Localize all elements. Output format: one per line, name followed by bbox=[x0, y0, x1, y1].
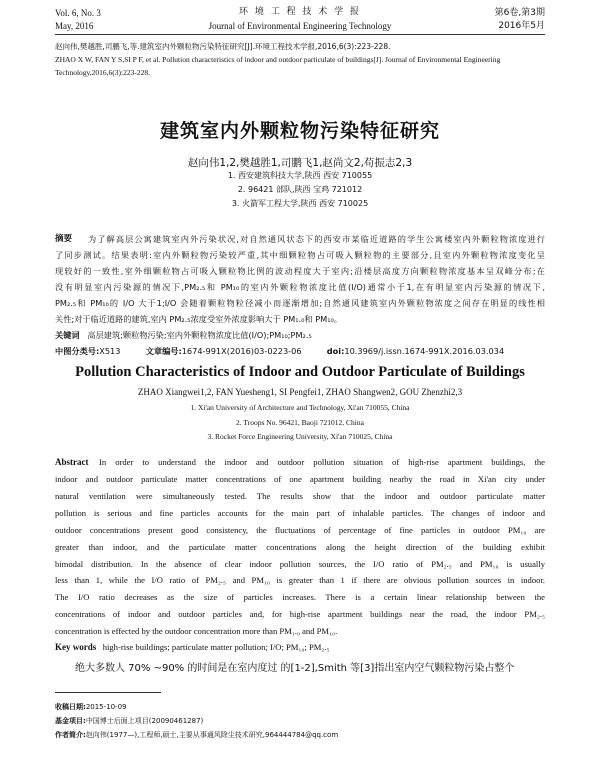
abstract-en-line: In order to understand the indoor and outdoor pollution situation of high-rise apartment buildings, the bbox=[99, 457, 545, 467]
abstract-en-label: Abstract bbox=[55, 457, 89, 467]
journal-title-en: Journal of Environmental Engineering Technology bbox=[208, 21, 392, 31]
abstract-cn-line: 没有明显室内污染源的情况下,PM₂.₅和 PM₁₀的室内外颗粒物浓度比值(I/O)通常小于1,在有明显室内污染源的情况下, bbox=[55, 282, 545, 292]
document-number-label: 文章编号: bbox=[145, 346, 182, 356]
abstract-en-line: bimodal distribution. In the absence of clear indoor pollution sources, the I/O ratio of PM₂.₅ and PM₁₀ is usually bbox=[55, 559, 545, 569]
header-rule bbox=[55, 34, 545, 35]
issue-date-en: May, 2016 bbox=[55, 21, 94, 31]
abstract-en-line: concentration is effected by the outdoor concentration more than PM₁.₀ and PM₁₀. bbox=[55, 626, 338, 636]
abstract-cn-line: PM₂.₅和 PM₁₀的 I/O 大于1;I/O 会随着颗粒物粒径减小而逐渐增加;自然通风建筑室内外颗粒物浓度之间存在明显的线性相 bbox=[55, 298, 545, 308]
footnote-funding bbox=[55, 716, 545, 726]
clc-number: X513 bbox=[99, 346, 121, 356]
keywords-cn-text: 高层建筑;颗粒物污染;室内外颗粒物浓度比值(I/O);PM₁₀;PM₂.₅ bbox=[87, 330, 312, 340]
classification-line bbox=[55, 344, 545, 358]
authors-en: ZHAO Xiangwei1,2, FAN Yuesheng1, SI Pengfei1, ZHAO Shangwen2, GOU Zhenzhi2,3 bbox=[137, 387, 463, 397]
affiliation-cn-2: 2. 96421 部队,陕西 宝鸡 721012 bbox=[237, 185, 363, 194]
citation-cn: 赵向伟,樊越胜,司鹏飞,等.建筑室内外颗粒物污染特征研究[J].环境工程技术学报,2016,6(3):223-228. bbox=[55, 42, 391, 51]
body-text-line: 绝大多数人 70% ~90% 的时间是在室内度过 的[1-2],Smith 等[3]指出室内空气颗粒物污染占整个 bbox=[75, 663, 515, 674]
citation-en-line2: Technology,2016,6(3):223-228. bbox=[55, 68, 151, 77]
abstract-en-line: greater than indoor, and the particulate matter concentrations along the height direction of the building exhibit bbox=[55, 542, 545, 552]
abstract-en-line: less than 1, while the I/O ratio of PM₂.₅ and PM₁₀ is greater than 1 if there are obvious pollution sources in indoor. bbox=[55, 575, 545, 585]
keywords-en-text: high-rise buildings; particulate matter pollution; I/O; PM₁₀; PM₂.₅ bbox=[102, 642, 330, 652]
footnote-label: 收稿日期: bbox=[55, 703, 86, 711]
footnote-author-bio bbox=[55, 730, 545, 740]
footnote-label: 作者简介: bbox=[55, 731, 86, 739]
abstract-cn-line: 为了解高层公寓建筑室内外污染状况,对自然通风状态下的西安市某临近道路的学生公寓楼室内外颗粒物浓度进行 bbox=[88, 234, 545, 244]
abstract-en-line: The I/O ratio decreases as the size of particles increases. There is a certain linear relationship between the bbox=[55, 592, 545, 602]
abstract-en-line: natural ventilation were simultaneously tested. The results show that the indoor and outdoor particulate matter bbox=[55, 491, 545, 501]
keywords-en-label: Key words bbox=[55, 642, 97, 652]
abstract-cn-line: 现较好的一致性,室外细颗粒物占可吸入颗粒物比例的波动程度大于室内;沿楼层高度方向颗粒物浓度基本呈双峰分布;在 bbox=[55, 266, 545, 276]
journal-title-cn: 环 境 工 程 技 术 学 报 bbox=[238, 7, 362, 17]
affiliation-cn-3: 3. 火箭军工程大学,陕西 西安 710025 bbox=[231, 199, 369, 208]
keywords-cn bbox=[55, 328, 545, 342]
title-cn: 建筑室内外颗粒物污染特征研究 bbox=[159, 120, 440, 142]
abstract-cn-line: 关性;对于临近道路的建筑,室内 PM₂.₅浓度受室外浓度影响大于 PM₁.₀和 PM₁₀。 bbox=[55, 314, 342, 324]
volume-number-cn: 第6卷,第3期 bbox=[494, 8, 545, 18]
footnote-label: 基金项目: bbox=[55, 717, 86, 725]
doi-label: doi: bbox=[326, 346, 345, 356]
citation-en-line1: ZHAO X W, FAN Y S,SI P F, et al. Pollution characteristics of indoor and outdoor particulate of buildings[J]. Journal of Environmental Engineering bbox=[55, 55, 501, 64]
keywords-en bbox=[55, 640, 545, 654]
issue-date-cn: 2016年5月 bbox=[498, 21, 545, 31]
keywords-cn-label: 关键词 bbox=[55, 330, 80, 340]
abstract-en-line: pollution is serious and fine particles accounts for the main part of inhalable particles. The changes of indoor and bbox=[55, 508, 545, 518]
affiliation-en-3: 3. Rocket Force Engineering University, Xi'an 710025, China bbox=[207, 432, 393, 441]
footnote-text: 赵向伟(1977—),工程师,硕士,主要从事通风除尘技术研究,964444784@qq.com bbox=[85, 731, 339, 739]
volume-number: Vol. 6, No. 3 bbox=[55, 8, 101, 18]
abstract-en-line: concentrations of indoor and outdoor particles and, for high-rise apartment buildings near the road, the indoor PM₂.₅ bbox=[55, 609, 545, 619]
footnote-text: 2015-10-09 bbox=[85, 703, 127, 711]
title-en: Pollution Characteristics of Indoor and Outdoor Particulate of Buildings bbox=[75, 364, 525, 380]
abstract-cn-line: 了同步测试。结果表明:室内外颗粒物污染较严重,其中细颗粒物占可吸入颗粒物的主要部分,且室内外颗粒物浓度变化呈 bbox=[55, 250, 545, 260]
abstract-cn-label: 摘要 bbox=[55, 234, 73, 244]
affiliation-cn-1: 1. 西安建筑科技大学,陕西 西安 710055 bbox=[227, 171, 373, 180]
abstract-en-line: outdoor concentrations present good consistency, the fluctuations of percentage of fine particles in outdoor PM₁₀ are bbox=[55, 525, 545, 535]
document-number: 1674-991X(2016)03-0223-06 bbox=[181, 346, 302, 356]
authors-cn: 赵向伟1,2,樊越胜1,司鹏飞1,赵尚文2,苟振志2,3 bbox=[187, 157, 413, 169]
clc-label: 中图分类号: bbox=[55, 346, 100, 356]
doi[interactable]: 10.3969/j.issn.1674-991X.2016.03.034 bbox=[344, 346, 505, 356]
affiliation-en-2: 2. Troops No. 96421, Baoji 721012, China bbox=[236, 418, 364, 427]
footnote-received bbox=[55, 702, 545, 712]
footnote-text: 中国博士后面上项目(20090461287) bbox=[85, 717, 204, 725]
footnote-rule bbox=[55, 692, 161, 693]
affiliation-en-1: 1. Xi'an University of Architecture and Technology, Xi'an 710055, China bbox=[190, 403, 410, 412]
abstract-en-line: indoor and outdoor particulate matter concentrations of one apartment building nearby the road in Xi'an city under bbox=[55, 474, 545, 484]
